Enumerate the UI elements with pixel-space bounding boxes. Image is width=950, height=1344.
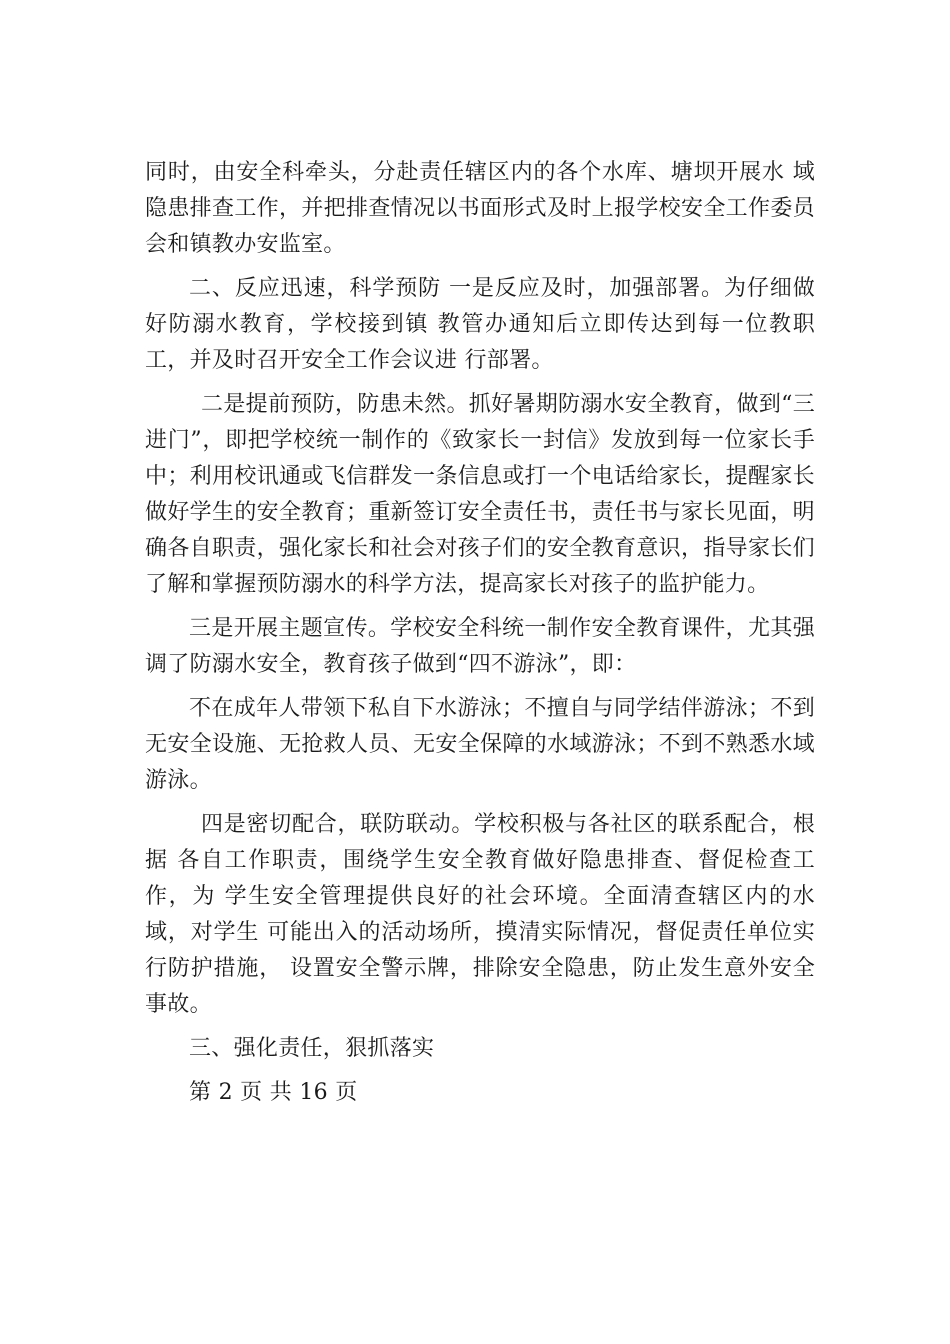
paragraph-publicity: 三是开展主题宣传。学校安全科统一制作安全教育课件，尤其强 调了防溺水安全，教育孩子做到“四不游泳”，即： xyxy=(145,616,815,677)
document-body xyxy=(145,155,815,1111)
paragraph-four-no-swimming: 不在成年人带领下私自下水游泳；不擅自与同学结伴游泳；不到 无安全设施、无抢救人员、无安全保障的水域游泳；不到不熟悉水域 游泳。 xyxy=(145,696,815,793)
paragraph-section-three-heading: 三、强化责任，狠抓落实 xyxy=(189,1036,435,1061)
page-number: 第 2 页 共 16 页 xyxy=(189,1080,358,1105)
paragraph-cooperation: 四是密切配合，联防联动。学校积极与各社区的联系配合，根据 各自工作职责，围绕学生安全教育做好隐患排查、督促检查工作，为 学生安全管理提供良好的社会环境。全面清查辖区内的水域，对学生 可能出入的活动场所，摸清实际情况，督促责任单位实行防护措施， 设置安全警示牌，排除安全隐患，防止发生意外安全事故。 xyxy=(145,812,815,1017)
paragraph-prevention: 二是提前预防，防患未然。抓好暑期防溺水安全教育，做到“三 进门”，即把学校统一制作的《致家长一封信》发放到每一位家长手 中；利用校讯通或飞信群发一条信息或打一个电话给家长，提醒家长 做好学生的安全教育；重新签订安全责任书，责任书与家长见面，明 确各自职责，强化家长和社会对孩子们的安全教育意识，指导家长们 了解和掌握预防溺水的科学方法，提高家长对孩子的监护能力。 xyxy=(145,392,815,597)
paragraph-section-two: 二、反应迅速，科学预防 一是反应及时，加强部署。为仔细做好防溺水教育，学校接到镇 教管办通知后立即传达到每一位教职工，并及时召开安全工作会议进 行部署。 xyxy=(145,276,815,373)
paragraph-continuation: 同时，由安全科牵头，分赴责任辖区内的各个水库、塘坝开展水 域隐患排查工作，并把排查情况以书面形式及时上报学校安全工作委员会和镇教办安监室。 xyxy=(145,160,815,257)
